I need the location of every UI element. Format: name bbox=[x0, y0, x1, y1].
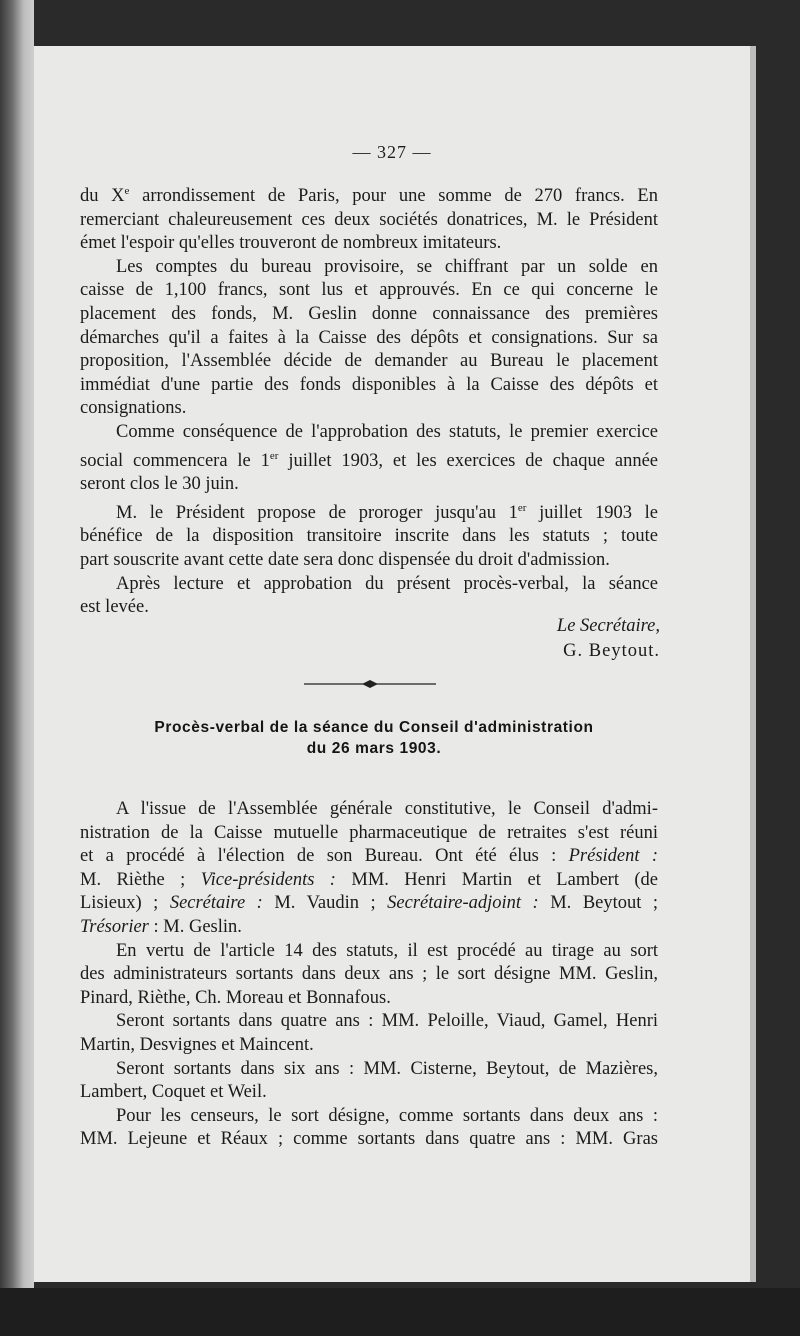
paragraph-6-line-3: et a procédé à l'élection de son Bureau. Ont été élus : Président : bbox=[80, 846, 659, 867]
paragraph-5-line-1: Après lecture et approbation du présent procès-verbal, la séance bbox=[116, 573, 658, 594]
paragraph-2-line-5: proposition, l'Assemblée décide de demander au Bureau le placement bbox=[80, 351, 658, 372]
paragraph-8-line-2: Martin, Desvignes et Maincent. bbox=[80, 1034, 314, 1055]
paragraph-6-line-2: nistration de la Caisse mutuelle pharmaceutique de retraites s'est réuni bbox=[80, 822, 658, 843]
paragraph-3-line-2: social commencera le 1er juillet 1903, et les exercices de chaque année bbox=[80, 449, 658, 471]
paragraph-2-line-7: consignations. bbox=[80, 398, 187, 419]
paragraph-4-line-1: M. le Président propose de proroger jusqu'au 1er juillet 1903 le bbox=[116, 501, 659, 523]
signature-name: G. Beytout. bbox=[563, 641, 660, 661]
signature-role: Le Secrétaire, bbox=[556, 616, 660, 636]
section-title bbox=[74, 717, 674, 759]
paragraph-6-line-6: Trésorier : M. Geslin. bbox=[80, 916, 242, 937]
paragraph-4-line-2: bénéfice de la disposition transitoire inscrite dans les statuts ; toute bbox=[80, 526, 658, 547]
paragraph-7-line-1: En vertu de l'article 14 des statuts, il est procédé au tirage au sort bbox=[116, 940, 658, 961]
scan-background-bottom bbox=[0, 1288, 800, 1336]
paragraph-2-line-1: Les comptes du bureau provisoire, se chiffrant par un solde en bbox=[116, 256, 658, 277]
paragraph-7-line-3: Pinard, Rièthe, Ch. Moreau et Bonnafous. bbox=[80, 987, 391, 1008]
paragraph-2-line-6: immédiat d'une partie des fonds disponibles à la Caisse des dépôts et bbox=[80, 374, 658, 395]
paragraph-3-line-3: seront clos le 30 juin. bbox=[80, 474, 239, 495]
paragraph-7-line-2: des administrateurs sortants dans deux ans ; le sort désigne MM. Geslin, bbox=[80, 964, 658, 985]
paragraph-9-line-2: Lambert, Coquet et Weil. bbox=[80, 1082, 267, 1103]
paragraph-5-line-2: est levée. bbox=[80, 597, 149, 618]
paragraph-9-line-1: Seront sortants dans six ans : MM. Cisterne, Beytout, de Mazières, bbox=[116, 1058, 658, 1079]
paragraph-1-line-3: émet l'espoir qu'elles trouveront de nombreux imitateurs. bbox=[80, 233, 502, 254]
paragraph-10-line-2: MM. Lejeune et Réaux ; comme sortants dans quatre ans : MM. Gras bbox=[80, 1129, 658, 1150]
paragraph-2-line-2: caisse de 1,100 francs, sont lus et approuvés. En ce qui concerne le bbox=[80, 280, 658, 301]
paragraph-10-line-1: Pour les censeurs, le sort désigne, comme sortants dans deux ans : bbox=[116, 1105, 658, 1126]
section-title-line-2: du 26 mars 1903. bbox=[306, 740, 442, 757]
page-number: — 327 — bbox=[352, 142, 432, 162]
section-title-line-1: Procès-verbal de la séance du Conseil d'administration bbox=[154, 719, 594, 736]
paragraph-6-line-5: Lisieux) ; Secrétaire : M. Vaudin ; Secrétaire-adjoint : M. Beytout ; bbox=[80, 893, 659, 914]
paragraph-1-line-2: remerciant chaleureusement ces deux sociétés donatrices, M. le Président bbox=[80, 209, 658, 230]
paragraph-3-line-1: Comme conséquence de l'approbation des statuts, le premier exercice bbox=[116, 421, 658, 442]
paragraph-6-line-1: A l'issue de l'Assemblée générale constitutive, le Conseil d'admi- bbox=[116, 799, 658, 819]
paragraph-6-line-4: M. Rièthe ; Vice-présidents : MM. Henri Martin et Lambert (de bbox=[80, 869, 658, 890]
paragraph-1-line-1: du Xe arrondissement de Paris, pour une somme de 270 francs. En bbox=[80, 185, 658, 206]
page-right-edge bbox=[750, 46, 756, 1282]
document-page bbox=[34, 46, 750, 1282]
paragraph-4-line-3: part souscrite avant cette date sera donc dispensée du droit d'admission. bbox=[80, 549, 610, 570]
book-spine-edge bbox=[0, 0, 34, 1336]
paragraph-2-line-4: démarches qu'il a faites à la Caisse des dépôts et consignations. Sur sa bbox=[80, 327, 658, 348]
paragraph-2-line-3: placement des fonds, M. Geslin donne connaissance des premières bbox=[80, 303, 658, 324]
text-block-council bbox=[80, 798, 658, 1152]
ornamental-divider bbox=[304, 679, 436, 689]
text-block-assembly bbox=[80, 180, 658, 620]
paragraph-8-line-1: Seront sortants dans quatre ans : MM. Peloille, Viaud, Gamel, Henri bbox=[116, 1011, 658, 1032]
